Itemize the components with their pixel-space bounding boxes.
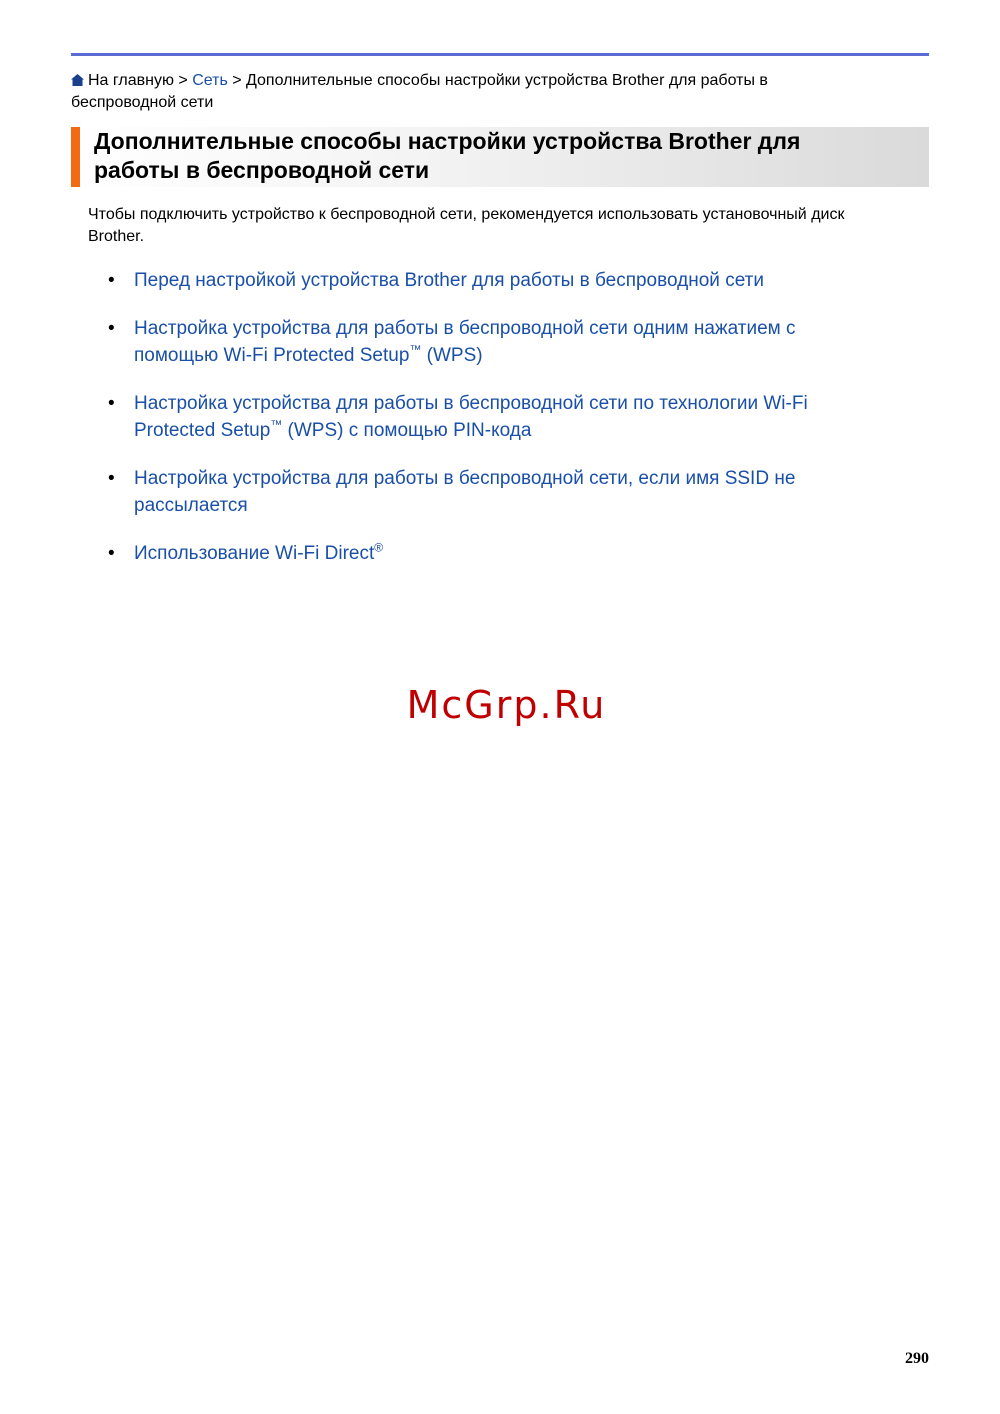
bullet-icon: •: [108, 543, 115, 564]
list-item: [108, 390, 868, 444]
breadcrumb-current-line1: Дополнительные способы настройки устройства Brother для работы в: [246, 72, 768, 89]
intro-line1: Чтобы подключить устройство к беспроводной сети, рекомендуется использовать установочный диск: [88, 206, 845, 223]
bullet-icon: •: [108, 468, 115, 489]
page-title-bar: [71, 127, 929, 187]
intro-line2: Brother.: [88, 228, 145, 245]
link-wps-one-push[interactable]: Настройка устройства для работы в беспроводной сети одним нажатием с помощью Wi-Fi Protected Setup™ (WPS): [134, 318, 796, 366]
watermark: McGrp.Ru: [406, 683, 607, 727]
list-item: [108, 315, 868, 369]
breadcrumb-network-link[interactable]: Сеть: [192, 72, 228, 89]
bullet-icon: •: [108, 270, 115, 291]
trademark-symbol: ™: [409, 342, 422, 357]
list-item: [108, 465, 868, 519]
breadcrumb-separator: >: [173, 72, 193, 89]
registered-symbol: ®: [374, 540, 384, 555]
bullet-icon: •: [108, 318, 115, 339]
link-wps-pin[interactable]: Настройка устройства для работы в беспроводной сети по технологии Wi-Fi Protected Setup™ (WPS) с помощью PIN-кода: [134, 393, 808, 441]
trademark-symbol: ™: [270, 417, 283, 432]
home-icon[interactable]: [71, 74, 84, 86]
intro-paragraph: [88, 204, 908, 248]
page-number: 290: [905, 1350, 929, 1367]
link-before-wireless-setup[interactable]: Перед настройкой устройства Brother для работы в беспроводной сети: [134, 270, 764, 291]
breadcrumb-separator: >: [227, 72, 247, 89]
page-title-line1: Дополнительные способы настройки устройства Brother для: [94, 128, 801, 154]
page-title: [94, 127, 894, 185]
link-ssid-not-broadcast[interactable]: Настройка устройства для работы в беспроводной сети, если имя SSID не рассылается: [134, 468, 796, 516]
top-rule: [71, 53, 929, 56]
title-accent-bar: [71, 127, 80, 187]
topic-link-list: [108, 267, 868, 588]
breadcrumb: [71, 70, 871, 114]
list-item: [108, 540, 868, 567]
bullet-icon: •: [108, 393, 115, 414]
link-wifi-direct[interactable]: Использование Wi-Fi Direct®: [134, 540, 384, 564]
page-title-line2: работы в беспроводной сети: [94, 157, 430, 183]
breadcrumb-home-label: На главную: [88, 72, 174, 89]
breadcrumb-current-line2: беспроводной сети: [71, 94, 214, 111]
list-item: [108, 267, 868, 294]
